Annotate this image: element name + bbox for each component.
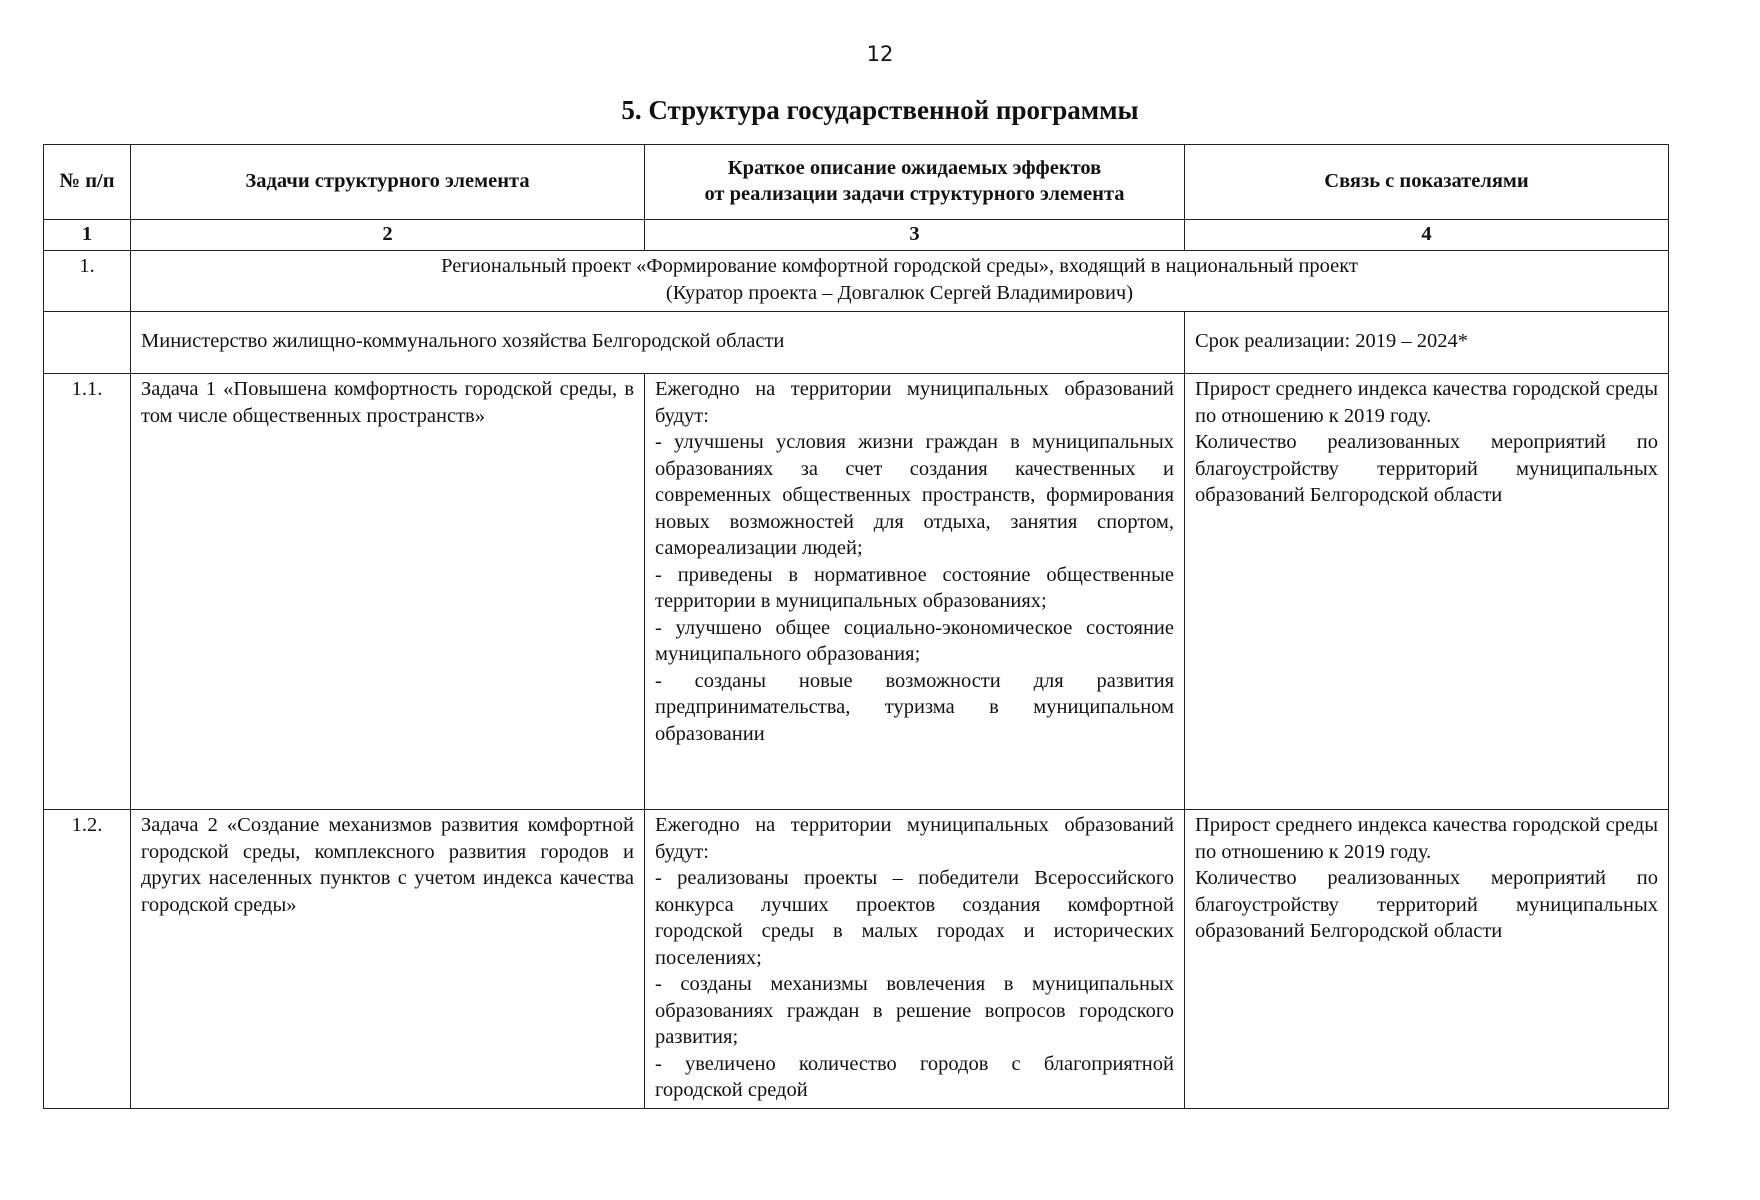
responsible-ministry: Министерство жилищно-коммунального хозяйства Белгородской области <box>131 312 1185 374</box>
page-title: 5. Структура государственной программы <box>621 95 1139 125</box>
table-row <box>44 374 1669 810</box>
effect-item: - созданы новые возможности для развития предпринимательства, туризма в муниципальном образовании <box>655 669 1174 745</box>
header-effects-line1: Краткое описание ожидаемых эффектов <box>727 157 1102 179</box>
table-row <box>44 810 1669 1109</box>
header-effects-line2: от реализации задачи структурного элемента <box>704 183 1125 205</box>
effect-item: - улучшено общее социально-экономическое состояние муниципального образования; <box>655 616 1174 665</box>
column-number-row <box>44 220 1669 251</box>
task-2-indicators <box>1185 810 1669 1109</box>
task-2-num: 1.2. <box>44 810 131 1109</box>
column-number-3: 3 <box>645 220 1185 251</box>
header-effects <box>645 145 1185 220</box>
responsible-row <box>44 312 1669 374</box>
responsible-num-empty <box>44 312 131 374</box>
header-tasks: Задачи структурного элемента <box>131 145 645 220</box>
effect-item: Ежегодно на территории муниципальных образований будут: <box>655 814 1174 863</box>
effect-item: - улучшены условия жизни граждан в муниципальных образованиях за счет создания качественных и современных общественных пространств, формирования новых возможностей для отдыха, занятия спортом, самореализации людей; <box>655 431 1174 559</box>
task-1-effects <box>645 374 1185 810</box>
header-indicators: Связь с показателями <box>1185 145 1669 220</box>
page-number: 12 <box>866 42 894 66</box>
program-structure-table <box>43 144 1669 1109</box>
header-num: № п/п <box>44 145 131 220</box>
task-1-num: 1.1. <box>44 374 131 810</box>
header-row <box>44 145 1669 220</box>
column-number-4: 4 <box>1185 220 1669 251</box>
indicator-item: Количество реализованных мероприятий по благоустройству территорий муниципальных образований Белгородской области <box>1195 867 1658 942</box>
effect-item: Ежегодно на территории муниципальных образований будут: <box>655 378 1174 427</box>
implementation-period: Срок реализации: 2019 – 2024* <box>1185 312 1669 374</box>
column-number-1: 1 <box>44 220 131 251</box>
column-number-2: 2 <box>131 220 645 251</box>
task-1-indicators <box>1185 374 1669 810</box>
project-title <box>131 251 1669 312</box>
project-num: 1. <box>44 251 131 312</box>
project-curator: (Куратор проекта – Довгалюк Сергей Владимирович) <box>665 281 1134 304</box>
project-title-line1: Региональный проект «Формирование комфортной городской среды», входящий в национальный проект <box>441 255 1358 277</box>
task-2-text: Задача 2 «Создание механизмов развития комфортной городской среды, комплексного развития городов и других населенных пунктов с учетом индекса качества городской среды» <box>131 810 645 1109</box>
effect-item: - приведены в нормативное состояние общественные территории в муниципальных образованиях; <box>655 563 1174 612</box>
effect-item: - реализованы проекты – победители Всероссийского конкурса лучших проектов создания комфортной городской среды в малых городах и исторических поселениях; <box>655 867 1174 969</box>
task-2-effects <box>645 810 1185 1109</box>
project-row <box>44 251 1669 312</box>
indicator-item: Количество реализованных мероприятий по благоустройству территорий муниципальных образований Белгородской области <box>1195 431 1658 506</box>
indicator-item: Прирост среднего индекса качества городской среды по отношению к 2019 году. <box>1195 814 1658 863</box>
task-1-text: Задача 1 «Повышена комфортность городской среды, в том числе общественных пространств» <box>131 374 645 810</box>
indicator-item: Прирост среднего индекса качества городской среды по отношению к 2019 году. <box>1195 378 1658 427</box>
effect-item: - созданы механизмы вовлечения в муниципальных образованиях граждан в решение вопросов городского развития; <box>655 973 1174 1048</box>
effect-item: - увеличено количество городов с благоприятной городской средой <box>655 1052 1174 1101</box>
